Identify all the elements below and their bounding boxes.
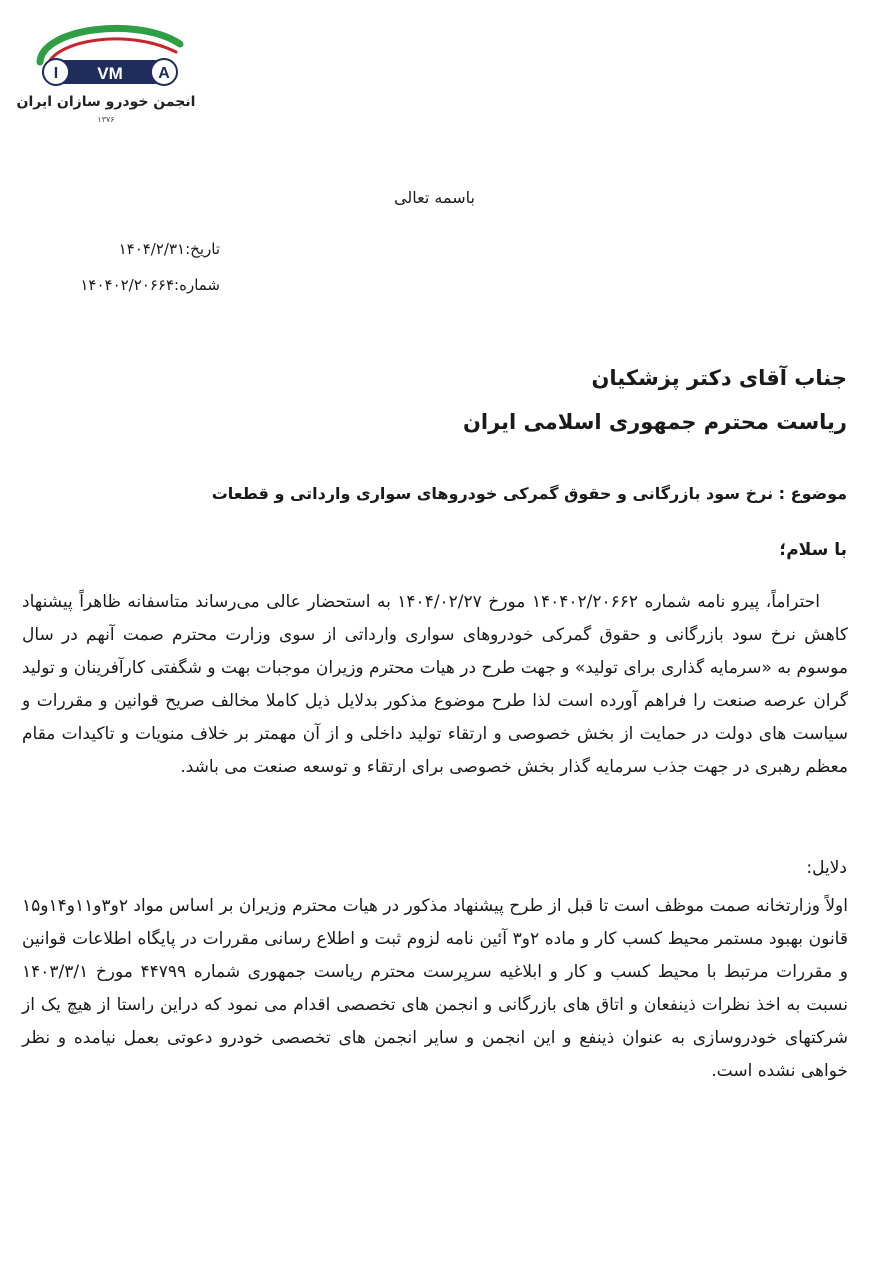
letter-date: تاریخ:۱۴۰۴/۲/۳۱ xyxy=(118,240,220,258)
ivma-logo-mark xyxy=(28,18,188,94)
invocation: باسمه تعالی xyxy=(394,188,475,207)
body-paragraph-first-reason: اولاً وزارتخانه صمت موظف است تا قبل از طرح پیشنهاد مذکور در هیات محترم وزیران بر اساس مواد ۲و۳و۱۱و۱۴و۱۵ قانون بهبود مستمر محیط کسب کار و ماده ۲و۳ آئین نامه لزوم ثبت و اطلاع رسانی مقررات در پایگاه اطلاعات قوانین و مقررات مرتبط با محیط کسب و کار و ابلاغیه سرپرست محترم ریاست جمهوری شماره ۴۴۷۹۹ مورخ ۱۴۰۳/۳/۱ نسبت به اخذ نظرات ذینفعان و اتاق های بازرگانی و انجمن های تخصصی اقدام می نمود که دراین راستا از هیچ یک از شرکتهای خودروسازی به عنوان ذینفع و این انجمن و سایر انجمن های تخصصی خودرو دعوتی بعمل نیامده و نظر خواهی نشده است. xyxy=(22,896,848,1081)
logo-year: ۱۳۷۶ xyxy=(97,115,115,124)
addressee-title: ریاست محترم جمهوری اسلامی ایران xyxy=(462,410,847,434)
subject-label: موضوع : xyxy=(778,484,847,503)
letter-number: شماره:۱۴۰۴۰۲/۲۰۶۶۴ xyxy=(80,276,220,294)
greeting: با سلام؛ xyxy=(779,540,847,560)
body-paragraph-intro: احتراماً، پیرو نامه شماره ۱۴۰۴۰۲/۲۰۶۶۲ مورخ ۱۴۰۴/۰۲/۲۷ به استحضار عالی می‌رساند متاسفانه ظاهراً پیشنهاد کاهش نرخ سود بازرگانی و حقوق گمرکی خودروهای سواری وارداتی از سوی وزارت محترم صمت آنهم در سال موسوم به «سرمایه گذاری برای تولید» و جهت طرح در هیات محترم وزیران موجبات بهت و شگفتی کارآفرینان و تولید گران عرصه صنعت را فراهم آورده است لذا طرح موضوع مذکور بدلایل ذیل کاملا مخالف صریح قوانین و مقررات و سیاست های دولت در حمایت از بخش خصوصی و ارتقاء تولید داخلی و از آن مهمتر بر خلاف منویات و تاکیدات مقام معظم رهبری در جهت جذب سرمایه گذار بخش خصوصی برای ارتقاء و توسعه صنعت می باشد. xyxy=(22,592,848,777)
logo-caption: انجمن خودرو سازان ایران xyxy=(16,94,196,110)
subject-line xyxy=(27,484,847,503)
logo-letter-i: I xyxy=(53,65,59,82)
addressee-name: جناب آقای دکتر پزشکیان xyxy=(591,366,847,390)
association-logo xyxy=(6,18,206,130)
logo-letters-vm: VM xyxy=(97,64,123,83)
subject-text: نرخ سود بازرگانی و حقوق گمرکی خودروهای سواری وارداتی و قطعات xyxy=(211,484,774,503)
logo-letter-a: A xyxy=(158,65,170,82)
reasons-heading: دلایل: xyxy=(806,858,847,878)
